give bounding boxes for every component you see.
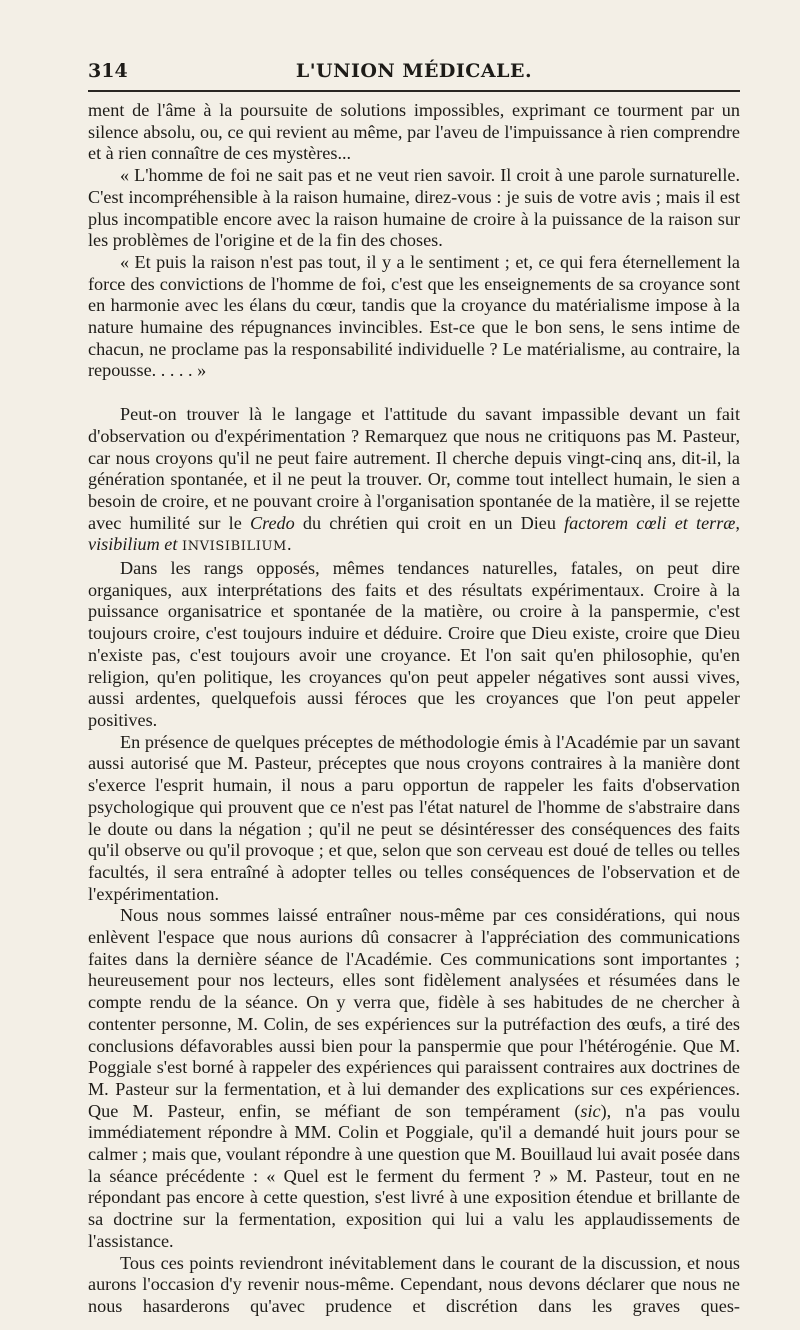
paragraph-1: ment de l'âme à la poursuite de solutions impossibles, exprimant ce tourment par un silence absolu, ou, ce qui revient au même, par l'aveu de l'impuissance à rien comprendre et à rien connaître de ces mystères... [88,100,740,164]
invisibilium-small-caps: INVISIBILIUM [181,539,287,555]
paragraph-4-text-middle: du chrétien qui croit en un Dieu [294,512,565,533]
paragraph-7-text-before: Nous nous sommes laissé entraîner nous-même par ces considérations, qui nous enlèvent l'espace que nous aurions dû consacrer à l'appréciation des communications faites dans la dernière séance de l'Académie. Ces communications sont importantes ; heureusement pour nos lecteurs, elles sont fidèlement analysées et résumées dans le compte rendu de la séance. On y verra que, fidèle à ses habitudes de ne chercher à contenter personne, M. Colin, de ses expériences sur la putréfaction des œufs, a tiré des conclusions défavorables aussi bien pour la panspermie que pour l'hétérogénie. Que M. Poggiale s'est borné à rappeler des expériences qui paraissent contraires aux doctrines de M. Pasteur sur la fermentation, et à lui demander des explications sur ces expériences. Que M. Pasteur, enfin, se méfiant de son tempérament ( [88,905,740,1121]
paragraph-4-text-before: Peut-on trouver là le langage et l'attitude du savant impassible devant un fait d'observation ou d'expérimentation ? Remarquez que nous ne critiquons pas M. Pasteur, car nous croyons qu'il ne peut faire autrement. Il cherche depuis vingt-cinq ans, dit-il, la génération spontanée, et il ne peut la trouver. Or, comme tout intellect humain, le sien a besoin de croire, et ne pouvant croire à l'organisation spontanée de la matière, il se rejette avec humilité sur le [88,404,740,533]
paragraph-5: Dans les rangs opposés, mêmes tendances naturelles, fatales, on peut dire organiques, aux interprétations des faits et des résultats expérimentaux. Croire à la puissance organisatrice et spontanée de la matière, ou croire à la panspermie, c'est toujours croire, c'est toujours induire et déduire. Croire que Dieu existe, croire que Dieu n'existe pas, c'est toujours avoir une croyance. Et l'on sait qu'en philosophie, qu'en religion, qu'en politique, les croyances qu'on peut appeler négatives sont aussi vives, aussi ardentes, quelquefois aussi féroces que les croyances que l'on peut appeler positives. [88,558,740,730]
paragraph-3: « Et puis la raison n'est pas tout, il y a le sentiment ; et, ce qui fera éternellement la force des convictions de l'homme de foi, c'est que les enseignements de sa croyance sont en harmonie avec les élans du cœur, tandis que la croyance du matérialisme impose à la nature humaine des répugnances invincibles. Est-ce que le bon sens, le sens intime de chacun, ne proclame pas la responsabilité individuelle ? Le matérialisme, au contraire, la repousse. . . . . » [88,251,740,381]
paragraph-8: Tous ces points reviendront inévitablement dans le courant de la discussion, et nous aurons l'occasion d'y revenir nous-même. Cependant, nous devons déclarer que nous ne nous hasarderons qu'avec prudence et discrétion dans les graves ques- [88,1252,740,1316]
paragraph-2: « L'homme de foi ne sait pas et ne veut rien savoir. Il croit à une parole surnaturelle. C'est incompréhensible à la raison humaine, direz-vous : je suis de votre avis ; mais il est plus incompatible encore avec la raison humaine de croire à la puissance de la raison sur les problèmes de l'origine et de la fin des choses. [88,165,740,251]
latin-quote: factorem cœli et terræ, visibilium et [88,512,740,555]
credo-word: Credo [249,512,295,533]
sic-word: sic [580,1100,601,1121]
journal-title: L'UNION MÉDICALE. [295,60,533,82]
paragraph-4-text-after: . [286,534,292,555]
page-number: 314 [88,60,128,82]
paragraph-6: En présence de quelques préceptes de méthodologie émis à l'Académie par un savant aussi autorisé que M. Pasteur, préceptes que nous croyons contraires à la manière dont s'exerce l'esprit humain, il nous a paru opportun de rappeler les faits d'observation psychologique qui prouvent que ce n'est pas l'état naturel de l'homme de s'abstraire dans le doute ou dans la négation ; qu'il ne peut se désintéresser des conséquences des faits qu'il observe ou qu'il provoque ; et que, selon que son cerveau est doué de telles ou telles facultés, il sera entraîné à adopter telles ou telles conséquences de l'observation et de l'expérimentation. [88,731,740,904]
paragraph-7 [88,905,740,1252]
paragraph-4 [88,404,740,558]
article-body [88,100,740,1318]
paragraph-7-text-after: ), n'a pas voulu immédiatement répondre à MM. Colin et Poggiale, qu'il a demandé huit jours pour se calmer ; mais que, voulant répondre à une question que M. Bouillaud lui avait posée dans la séance précédente : « Quel est le ferment du ferment ? » M. Pasteur, tout en ne répondant pas encore à cette question, s'est livré à une exposition étendue et brillante de sa doctrine sur la fermentation, exposition qui lui a valu les applaudissements de l'assistance. [88,1100,740,1251]
running-header [88,56,740,92]
